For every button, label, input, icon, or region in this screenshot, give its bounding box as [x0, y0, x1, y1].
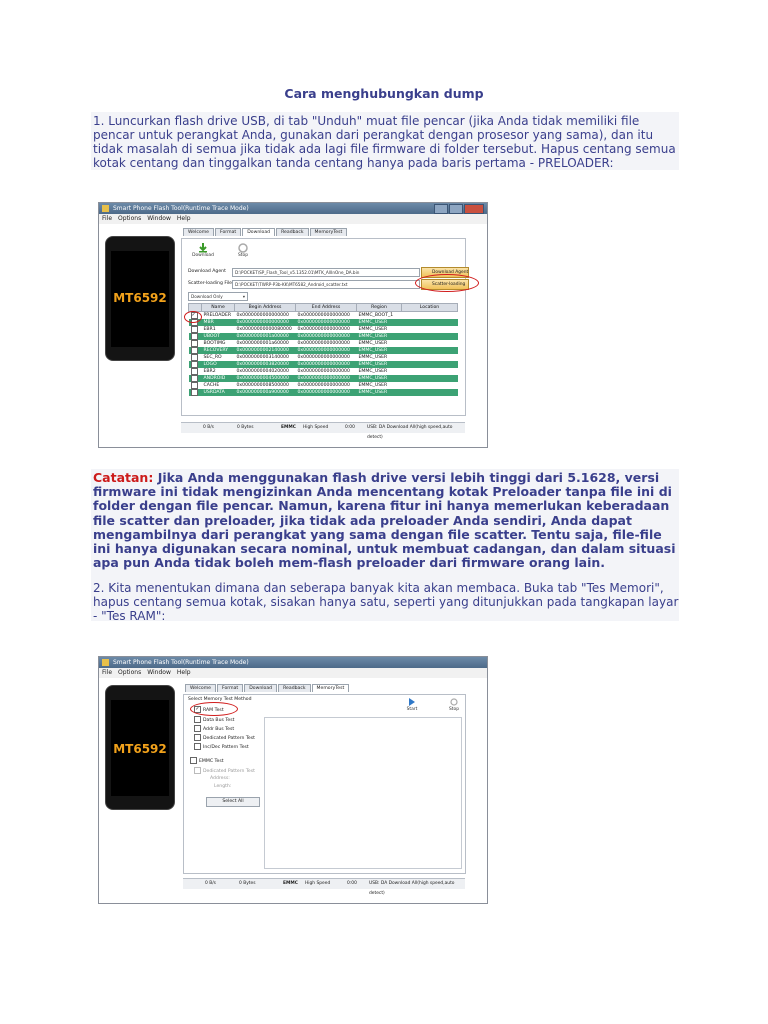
cell-location — [402, 312, 458, 320]
row-checkbox[interactable] — [189, 340, 202, 347]
cell-name: UBOOT — [202, 333, 235, 340]
cell-name: SEC_RO — [202, 354, 235, 361]
status-time: 0:00 — [345, 425, 355, 430]
cell-location — [402, 347, 458, 354]
step-1-paragraph: 1. Luncurkan flash drive USB, di tab "Unduh" muat file pencar (jika Anda tidak memiliki file pencar untuk perangkat Anda, gunakan dari perangkat dengan prosesor yang sama), dan itu tidak masalah di semua jika tidak ada lagi file firmware di folder tersebut. Hapus centang semua kotak centang dan tinggalkan tanda centang hanya pada baris pertama - PRELOADER: — [91, 112, 679, 170]
cell-region: EMMC_USER — [357, 319, 402, 326]
checkbox-icon — [194, 743, 201, 750]
row-checkbox[interactable] — [189, 354, 202, 361]
menu-help[interactable]: Help — [176, 215, 191, 222]
checkbox-icon — [191, 368, 198, 375]
memorytest-panel — [183, 694, 466, 874]
table-row[interactable] — [189, 312, 458, 320]
select-all-button[interactable]: Select All — [206, 797, 260, 807]
checkbox-checked-icon: ✓ — [191, 312, 196, 318]
status-mode: High Speed — [305, 881, 331, 886]
cell-location — [402, 319, 458, 326]
addr-bus-test-label: Addr Bus Test — [203, 727, 235, 732]
cell-region: EMMC_USER — [357, 375, 402, 382]
status-bar — [183, 878, 465, 896]
cell-end: 0x0000000000000000 — [296, 389, 357, 396]
cell-end: 0x0000000000000000 — [296, 326, 357, 333]
status-bytes: 0 Bytes — [239, 881, 256, 886]
status-usb: USB: DA Download All(high speed,auto detect) — [367, 425, 453, 440]
checkbox-icon — [190, 757, 197, 764]
cell-end: 0x0000000000000000 — [296, 368, 357, 375]
cell-region: EMMC_BOOT_1 — [357, 312, 402, 320]
cell-end: 0x0000000000000000 — [296, 361, 357, 368]
inc-dec-pattern-test-label: Inc/Dec Pattern Test — [203, 745, 249, 750]
column-header: Location — [402, 304, 458, 312]
cell-name: RECOVERY — [202, 347, 235, 354]
dedicated-pattern-test-option[interactable] — [194, 734, 255, 741]
table-row[interactable] — [189, 354, 458, 361]
length-label: Length: — [214, 784, 232, 789]
checkbox-icon — [191, 375, 198, 382]
app-icon — [102, 205, 109, 212]
download-button-label[interactable]: Download — [192, 253, 214, 258]
mode-select[interactable] — [188, 292, 248, 301]
phone-image — [105, 685, 175, 810]
download-agent-button[interactable]: Download Agent — [421, 267, 469, 278]
tab-welcome[interactable]: Welcome — [183, 228, 214, 236]
download-tab-screenshot — [98, 202, 488, 448]
cell-region: EMMC_USER — [357, 389, 402, 396]
cell-location — [402, 354, 458, 361]
tab-readback[interactable]: Readback — [278, 684, 310, 692]
cell-begin: 0x0000000000000000 — [235, 312, 296, 320]
table-row[interactable] — [189, 361, 458, 368]
cell-begin: 0x0000000003140000 — [235, 354, 296, 361]
cell-region: EMMC_USER — [357, 340, 402, 347]
cell-begin: 0x0000000000000000 — [235, 319, 296, 326]
status-speed: 0 B/s — [205, 881, 216, 886]
window-titlebar — [99, 657, 487, 668]
mode-select-value: Download Only — [191, 294, 223, 299]
cell-region: EMMC_USER — [357, 354, 402, 361]
table-row[interactable] — [189, 368, 458, 375]
status-mode: High Speed — [303, 425, 329, 430]
menu-file[interactable]: File — [102, 669, 113, 676]
cell-region: EMMC_USER — [357, 326, 402, 333]
tab-welcome[interactable]: Welcome — [185, 684, 216, 692]
download-panel — [181, 238, 469, 416]
maximize-button[interactable] — [449, 204, 463, 214]
column-header: End Address — [296, 304, 357, 312]
row-checkbox[interactable] — [189, 333, 202, 340]
phone-image — [105, 236, 175, 361]
cell-begin: 0x0000000002140000 — [235, 347, 296, 354]
stop-icon[interactable] — [450, 698, 458, 706]
data-bus-test-label: Data Bus Test — [203, 718, 235, 723]
cell-end: 0x0000000000000000 — [296, 382, 357, 389]
cell-end: 0x0000000000000000 — [296, 354, 357, 361]
ram-test-highlight — [190, 702, 238, 716]
column-header: Name — [202, 304, 235, 312]
table-row[interactable] — [189, 389, 458, 396]
scatter-loading-button[interactable]: Scatter-loading — [421, 279, 469, 290]
column-header: Region — [357, 304, 402, 312]
tab-bar — [185, 684, 349, 692]
cell-begin: 0x0000000001a60000 — [235, 340, 296, 347]
table-row[interactable] — [189, 340, 458, 347]
scatter-highlight-circle — [415, 274, 479, 292]
ram-test-label: RAM Test — [203, 708, 224, 713]
cell-begin: 0x0000000008500000 — [235, 382, 296, 389]
cell-begin: 0x0000000004500000 — [235, 375, 296, 382]
cell-location — [402, 382, 458, 389]
checkbox-icon — [194, 725, 201, 732]
tab-memorytest[interactable]: MemoryTest — [312, 684, 350, 692]
step-2-paragraph: 2. Kita menentukan dimana dan seberapa banyak kita akan membaca. Buka tab "Tes Memori", hapus centang semua kotak, sisakan hanya satu, seperti yang ditunjukkan pada tangkapan layar - "Tes RAM": — [93, 581, 679, 623]
menu-window[interactable]: Window — [147, 215, 171, 222]
data-bus-test-option[interactable] — [194, 716, 234, 723]
cell-location — [402, 361, 458, 368]
note-text: Jika Anda menggunakan flash drive versi lebih tinggi dari 5.1628, versi firmware ini tidak mengizinkan Anda mencentang kotak Preloader tanpa file ini di folder dengan file pencar. Namun, karena fitur ini hanya memerlukan keberadaan file scatter dan preloader, jika tidak ada preloader Anda sendiri, Anda dapat mengambilnya dari perangkat yang sama dengan file scatter. Tentu saja, file-file ini hanya digunakan secara nominal, untuk membuat cadangan, dan dalam situasi apa pun Anda tidak boleh mem-flash preloader dari firmware orang lain. — [93, 470, 676, 571]
cell-end: 0x0000000000000000 — [296, 319, 357, 326]
emmc-pattern-label: Dedicated Pattern Test — [203, 769, 255, 774]
start-button-label[interactable]: Start — [406, 707, 418, 712]
checkbox-icon — [191, 389, 198, 396]
table-row[interactable] — [189, 333, 458, 340]
table-row[interactable] — [189, 375, 458, 382]
menu-file[interactable]: File — [102, 215, 113, 222]
scatter-file-label: Scatter-loading File — [188, 281, 233, 286]
row-checkbox[interactable] — [189, 375, 202, 382]
addr-bus-test-option[interactable] — [194, 725, 234, 732]
menu-options[interactable]: Options — [118, 215, 142, 222]
menu-bar — [99, 668, 487, 678]
checkbox-icon — [191, 326, 198, 333]
table-row[interactable] — [189, 319, 458, 326]
inc-dec-pattern-test-option[interactable] — [194, 743, 249, 750]
menu-window[interactable]: Window — [147, 669, 171, 676]
menu-help[interactable]: Help — [176, 669, 191, 676]
status-usb: USB: DA Download All(high speed,auto detect) — [369, 881, 455, 896]
status-speed: 0 B/s — [203, 425, 214, 430]
scatter-file-field[interactable]: D:\POCKET\TWRP-P3b-KK\MT6582_Android_scatter.txt — [232, 280, 420, 289]
window-title: Smart Phone Flash Tool(Runtime Trace Mode) — [113, 659, 249, 666]
checkbox-icon — [191, 354, 198, 361]
cell-region: EMMC_USER — [357, 382, 402, 389]
status-storage: EMMC — [283, 881, 298, 886]
memtest-output-area[interactable] — [264, 717, 462, 869]
table-row[interactable] — [189, 347, 458, 354]
menu-options[interactable]: Options — [118, 669, 142, 676]
download-agent-label: Download Agent — [188, 269, 226, 274]
tab-readback[interactable]: Readback — [276, 228, 308, 236]
start-play-icon[interactable] — [408, 698, 416, 706]
cell-name: USRDATA — [202, 389, 235, 396]
memtest-heading: Select Memory Test Method — [188, 697, 252, 702]
cell-name: BOOTIMG — [202, 340, 235, 347]
stop-button-label[interactable]: Stop — [238, 253, 248, 258]
cell-region: EMMC_USER — [357, 347, 402, 354]
chip-label: MT6592 — [113, 742, 167, 756]
cell-begin: 0x00000000000080000 — [235, 326, 296, 333]
checkbox-icon — [194, 767, 201, 774]
cell-location — [402, 340, 458, 347]
cell-name: PRELOADER — [202, 312, 235, 320]
cell-name: EBR1 — [202, 326, 235, 333]
chevron-down-icon: ▾ — [242, 294, 245, 299]
cell-begin: 0x000000000a900000 — [235, 389, 296, 396]
window-title: Smart Phone Flash Tool(Runtime Trace Mode) — [113, 205, 249, 212]
tab-format[interactable]: Format — [217, 684, 243, 692]
emmc-test-label: EMMC Test — [199, 759, 224, 764]
stop-icon[interactable] — [238, 243, 248, 253]
row-checkbox[interactable] — [189, 347, 202, 354]
cell-location — [402, 333, 458, 340]
cell-name: MBR — [202, 319, 235, 326]
checkbox-icon — [191, 333, 198, 340]
note-label: Catatan: — [93, 470, 154, 485]
row-checkbox[interactable] — [189, 368, 202, 375]
checkbox-icon — [191, 340, 198, 347]
checkbox-icon — [194, 734, 201, 741]
download-agent-field[interactable]: D:\POCKET\SP_Flash_Tool_v5.1352.01\MTK_AllInOne_DA.bin — [232, 268, 420, 277]
status-storage: EMMC — [281, 425, 296, 430]
cell-region: EMMC_USER — [357, 361, 402, 368]
checkbox-icon — [191, 361, 198, 368]
cell-begin: 0x0000000004020000 — [235, 368, 296, 375]
checkbox-icon — [191, 347, 198, 354]
chip-label: MT6592 — [113, 291, 167, 305]
table-row[interactable] — [189, 326, 458, 333]
cell-end: 0x0000000000000000 — [296, 375, 357, 382]
cell-location — [402, 368, 458, 375]
address-label: Address: — [210, 776, 230, 781]
partition-table — [188, 303, 458, 396]
status-bar — [181, 422, 465, 440]
table-header — [189, 304, 458, 312]
row-checkbox[interactable] — [189, 326, 202, 333]
table-row[interactable] — [189, 382, 458, 389]
cell-region: EMMC_USER — [357, 368, 402, 375]
checkbox-icon — [191, 382, 198, 389]
cell-name: CACHE — [202, 382, 235, 389]
cell-end: 0x0000000000000000 — [296, 333, 357, 340]
cell-region: EMMC_USER — [357, 333, 402, 340]
page-title: Cara menghubungkan dump — [284, 86, 484, 101]
app-icon — [102, 659, 109, 666]
cell-name: LOGO — [202, 361, 235, 368]
cell-name: ANDROID — [202, 375, 235, 382]
status-bytes: 0 Bytes — [237, 425, 254, 430]
memorytest-tab-screenshot — [98, 656, 488, 904]
row-checkbox[interactable] — [189, 382, 202, 389]
window-titlebar — [99, 203, 487, 214]
cell-end: 0x0000000000000000 — [296, 340, 357, 347]
preloader-check-highlight — [184, 311, 202, 323]
cell-begin: 0x0000000003820000 — [235, 361, 296, 368]
dedicated-pattern-test-label: Dedicated Pattern Test — [203, 736, 255, 741]
row-checkbox[interactable] — [189, 389, 202, 396]
menu-bar — [99, 214, 487, 224]
cell-location — [402, 375, 458, 382]
stop-button-label[interactable]: Stop — [449, 707, 459, 712]
cell-end: 0x0000000000000000 — [296, 312, 357, 320]
emmc-test-option[interactable] — [190, 757, 224, 764]
emmc-pattern-option[interactable] — [194, 767, 255, 774]
tab-bar — [183, 228, 347, 236]
tab-download[interactable]: Download — [242, 228, 275, 236]
tab-download[interactable]: Download — [244, 684, 277, 692]
close-button[interactable] — [464, 204, 484, 214]
cell-end: 0x0000000000000000 — [296, 347, 357, 354]
checkbox-icon — [194, 716, 201, 723]
cell-location — [402, 326, 458, 333]
checkbox-checked-icon: ✓ — [195, 706, 200, 712]
minimize-button[interactable] — [434, 204, 448, 214]
cell-name: EBR2 — [202, 368, 235, 375]
tab-format[interactable]: Format — [215, 228, 241, 236]
row-checkbox[interactable] — [189, 361, 202, 368]
tab-memorytest[interactable]: MemoryTest — [310, 228, 348, 236]
cell-location — [402, 389, 458, 396]
download-arrow-icon[interactable] — [198, 243, 208, 253]
column-header: Begin Address — [235, 304, 296, 312]
status-time: 0:00 — [347, 881, 357, 886]
cell-begin: 0x0000000001a00000 — [235, 333, 296, 340]
